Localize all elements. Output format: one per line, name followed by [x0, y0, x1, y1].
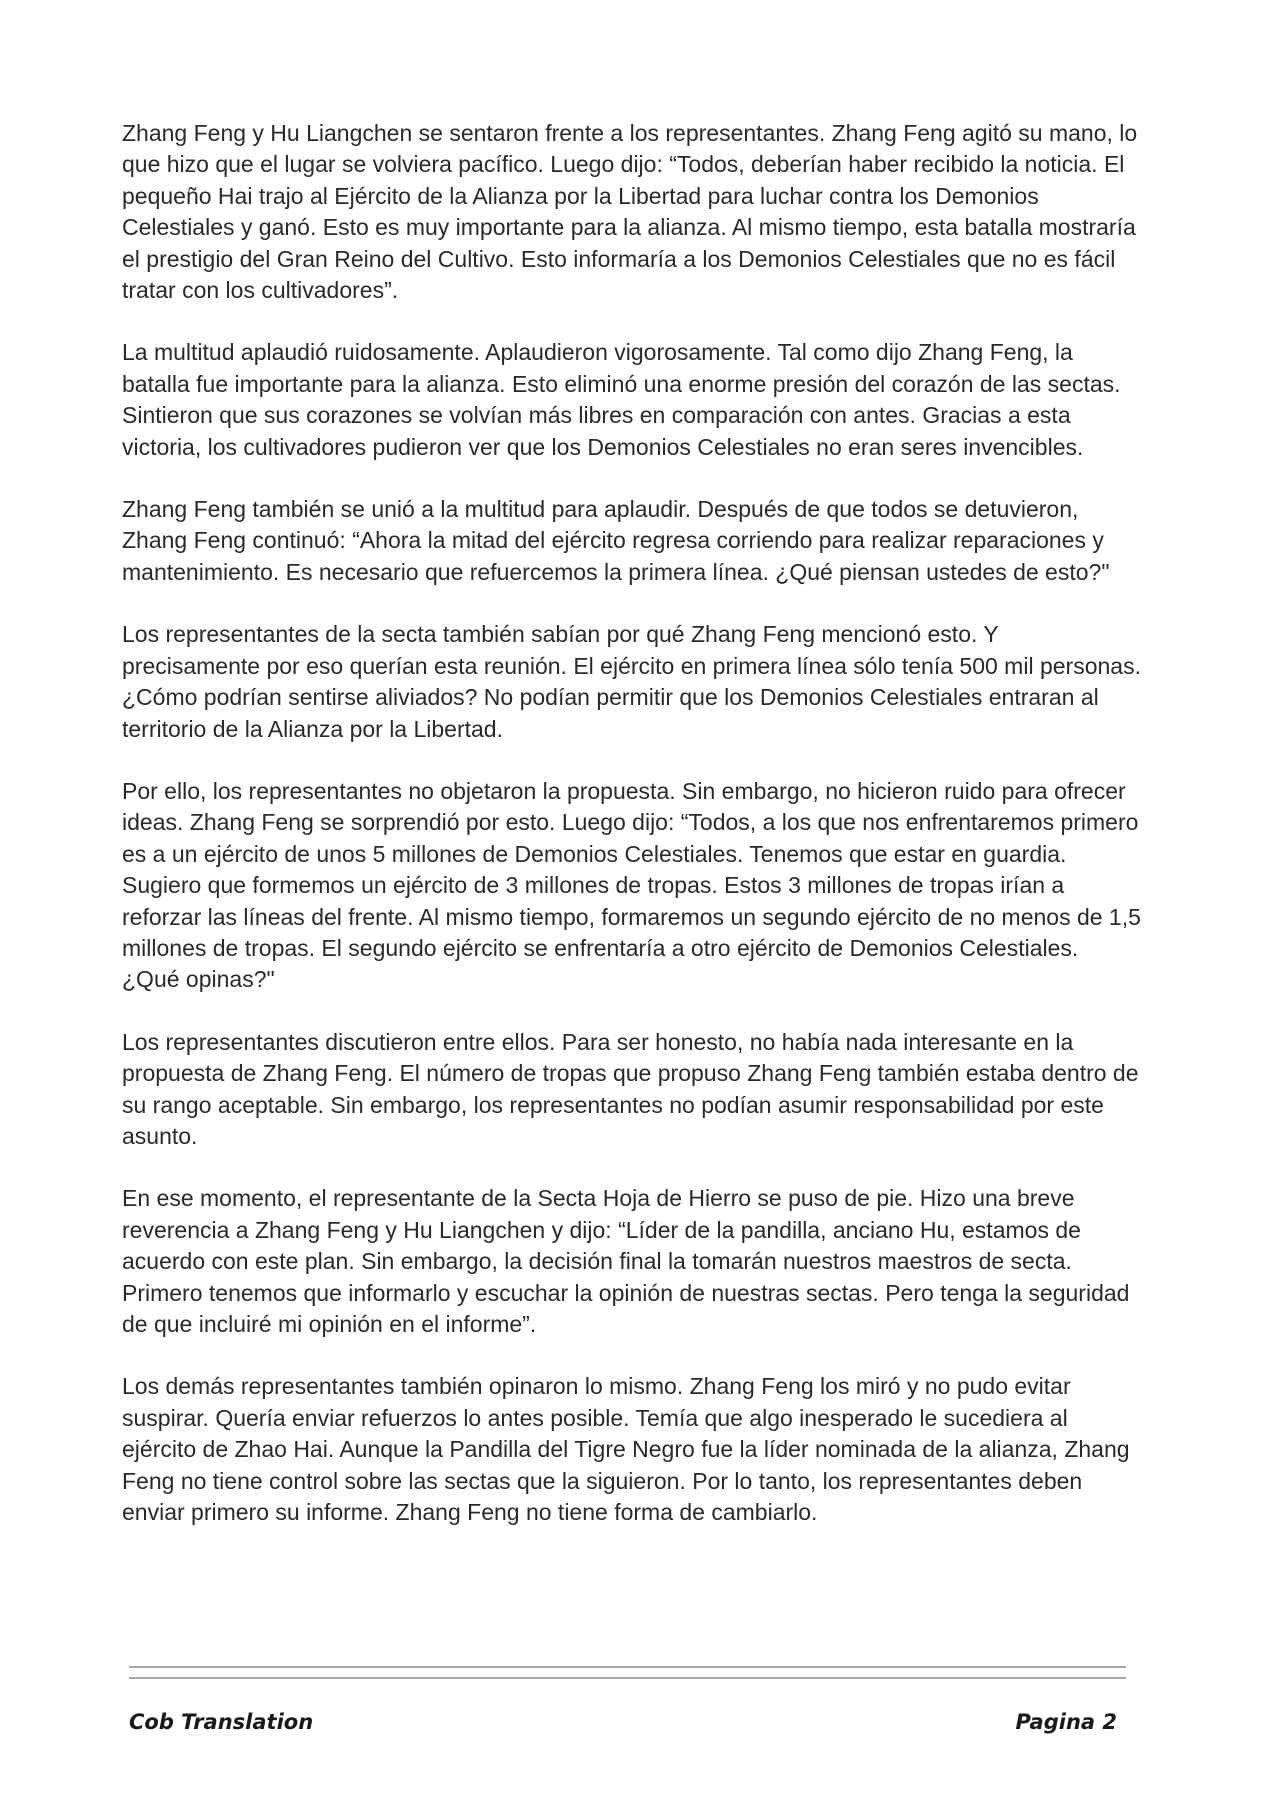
- paragraph-8: Los demás representantes también opinaron lo mismo. Zhang Feng los miró y no pudo evitar suspirar. Quería enviar refuerzos lo antes posible. Temía que algo inesperado le sucediera al ejército de Zhao Hai. Aunque la Pandilla del Tigre Negro fue la líder nominada de la alianza, Zhang Feng no tiene control sobre las sectas que la siguieron. Por lo tanto, los representantes deben enviar primero su informe. Zhang Feng no tiene forma de cambiarlo.: [122, 1373, 1130, 1526]
- paragraph-7: En ese momento, el representante de la Secta Hoja de Hierro se puso de pie. Hizo una breve reverencia a Zhang Feng y Hu Liangchen y dijo: “Líder de la pandilla, anciano Hu, estamos de acuerdo con este plan. Sin embargo, la decisión final la tomarán nuestros maestros de secta. Primero tenemos que informarlo y escuchar la opinión de nuestras sectas. Pero tenga la seguridad de que incluiré mi opinión en el informe”.: [122, 1185, 1130, 1337]
- paragraph-6: Los representantes discutieron entre ellos. Para ser honesto, no había nada interesante en la propuesta de Zhang Feng. El número de tropas que propuso Zhang Feng también estaba dentro de su rango aceptable. Sin embargo, los representantes no podían asumir responsabilidad por este asunto.: [122, 1028, 1139, 1149]
- paragraph-4: Los representantes de la secta también sabían por qué Zhang Feng mencionó esto. Y precisamente por eso querían esta reunión. El ejército en primera línea sólo tenía 500 mil personas. ¿Cómo podrían sentirse aliviados? No podían permitir que los Demonios Celestiales entraran al territorio de la Alianza por la Libertad.: [122, 621, 1141, 742]
- paragraph-2: La multitud aplaudió ruidosamente. Aplaudieron vigorosamente. Tal como dijo Zhang Feng, la batalla fue importante para la alianza. Esto eliminó una enorme presión del corazón de las sectas. Sintieron que sus corazones se volvían más libres en comparación con antes. Gracias a esta victoria, los cultivadores pudieron ver que los Demonios Celestiales no eran seres invencibles.: [122, 339, 1121, 460]
- footer-divider-top: [129, 1666, 1126, 1668]
- footer-divider-bottom: [129, 1677, 1126, 1679]
- paragraph-1: Zhang Feng y Hu Liangchen se sentaron frente a los representantes. Zhang Feng agitó su mano, lo que hizo que el lugar se volviera pacífico. Luego dijo: “Todos, deberían haber recibido la noticia. El pequeño Hai trajo al Ejército de la Alianza por la Libertad para luchar contra los Demonios Celestiales y ganó. Esto es muy importante para la alianza. Al mismo tiempo, esta batalla mostraría el prestigio del Gran Reino del Cultivo. Esto informaría a los Demonios Celestiales que no es fácil tratar con los cultivadores”.: [122, 120, 1138, 304]
- page-number: Pagina 2: [1015, 1710, 1117, 1734]
- body-text: [122, 118, 1142, 1559]
- footer-credit: Cob Translation: [129, 1710, 314, 1734]
- paragraph-5: Por ello, los representantes no objetaron la propuesta. Sin embargo, no hicieron ruido para ofrecer ideas. Zhang Feng se sorprendió por esto. Luego dijo: “Todos, a los que nos enfrentaremos primero es a un ejército de unos 5 millones de Demonios Celestiales. Tenemos que estar en guardia. Sugiero que formemos un ejército de 3 millones de tropas. Estos 3 millones de tropas irían a reforzar las líneas del frente. Al mismo tiempo, formaremos un segundo ejército de no menos de 1,5 millones de tropas. El segundo ejército se enfrentaría a otro ejército de Demonios Celestiales. ¿Qué opinas?": [122, 777, 1141, 993]
- paragraph-3: Zhang Feng también se unió a la multitud para aplaudir. Después de que todos se detuvieron, Zhang Feng continuó: “Ahora la mitad del ejército regresa corriendo para realizar reparaciones y mantenimiento. Es necesario que refuercemos la primera línea. ¿Qué piensan ustedes de esto?": [122, 496, 1110, 585]
